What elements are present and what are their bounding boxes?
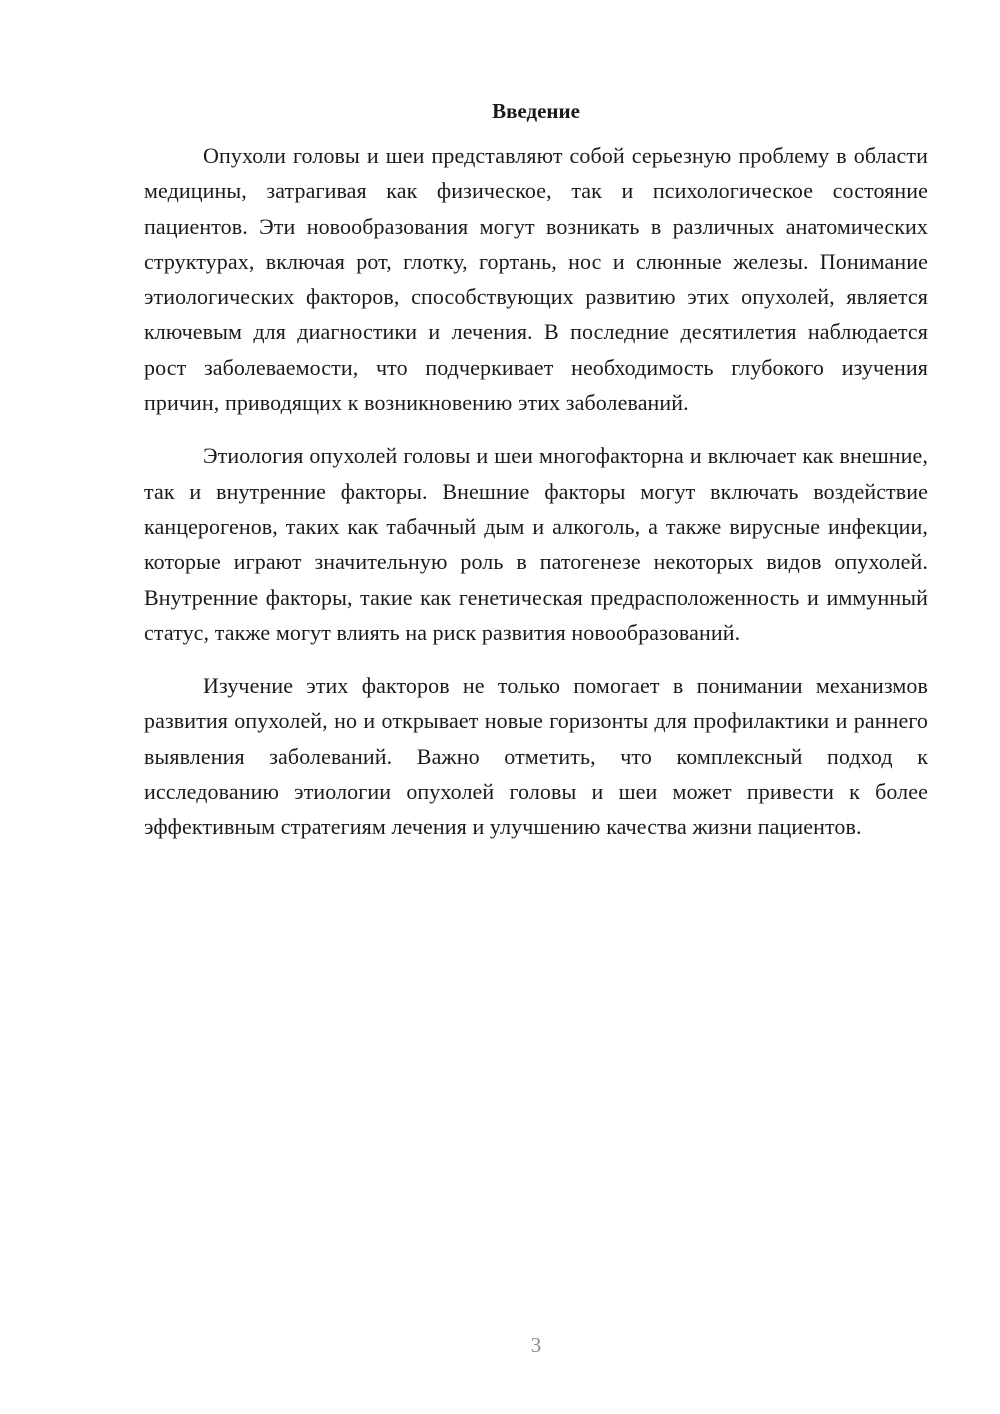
page-content (144, 96, 928, 863)
section-title: Введение (492, 99, 580, 123)
page-number: 3 (530, 1333, 542, 1357)
paragraph-2: Этиология опухолей головы и шеи многофакторна и включает как внешние, так и внутренние факторы. Внешние факторы могут включать воздействие канцерогенов, таких как табачный дым и алкоголь, а также вирусные инфекции, которые играют значительную роль в патогенезе некоторых видов опухолей. Внутренние факторы, такие как генетическая предрасположенность и иммунный статус, также могут влиять на риск развития новообразований. (144, 443, 928, 645)
paragraph-1: Опухоли головы и шеи представляют собой серьезную проблему в области медицины, затрагивая как физическое, так и психологическое состояние пациентов. Эти новообразования могут возникать в различных анатомических структурах, включая рот, глотку, гортань, нос и слюнные железы. Понимание этиологических факторов, способствующих развитию этих опухолей, является ключевым для диагностики и лечения. В последние десятилетия наблюдается рост заболеваемости, что подчеркивает необходимость глубокого изучения причин, приводящих к возникновению этих заболеваний. (144, 143, 928, 416)
paragraph-3: Изучение этих факторов не только помогает в понимании механизмов развития опухолей, но и открывает новые горизонты для профилактики и раннего выявления заболеваний. Важно отметить, что комплексный подход к исследованию этиологии опухолей головы и шеи может привести к более эффективным стратегиям лечения и улучшению качества жизни пациентов. (144, 673, 928, 840)
